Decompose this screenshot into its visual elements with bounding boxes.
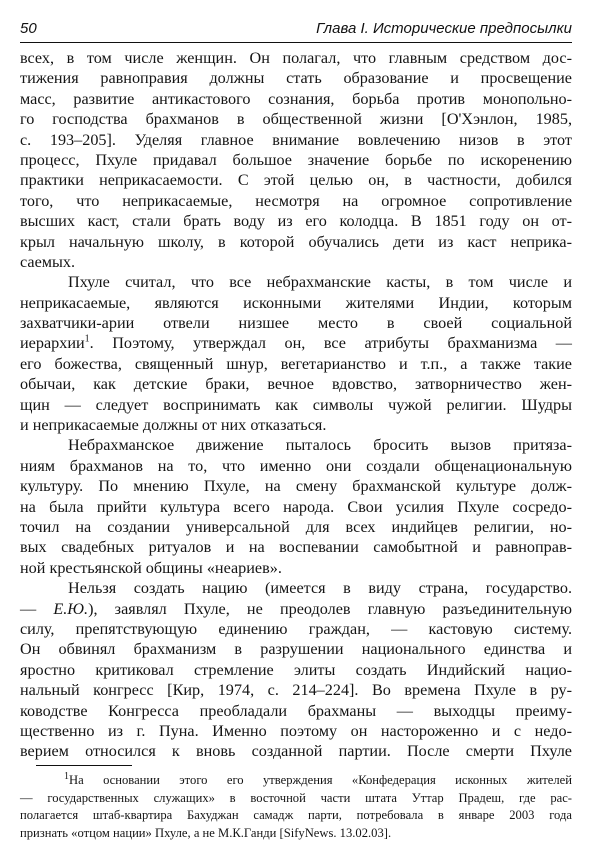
text-line: верием относился к вновь созданной партии. После смерти Пхуле [20, 742, 572, 761]
author-initials: Е.Ю. [53, 599, 89, 618]
text-fragment: . Поэтому, утверждал он, все атрибуты брахманизма — [89, 334, 572, 353]
text-line [20, 599, 572, 619]
footnote-marker: 1 [64, 770, 69, 782]
text-line: и неприкасаемые должны от них отказаться. [20, 416, 327, 435]
footnote-line: признать «отцом нации» Пхуле, а не М.К.Ганди [SifyNews. 13.02.03]. [20, 825, 392, 840]
text-line: точил на создании универсальной для всех индийцев религии, но- [20, 517, 572, 536]
text-line: неприкасаемые, являются исконными жителями Индии, которым [20, 293, 572, 312]
text-line: ной крестьянской общины «неариев». [20, 558, 282, 577]
text-line: всех, в том числе женщин. Он полагал, что главным средством дос- [20, 49, 572, 67]
header-rule [20, 42, 572, 43]
text-line: крыл начальную школу, в которой обучались дети из каст неприка- [20, 232, 572, 251]
text-fragment: иерархии [20, 334, 85, 353]
text-line: Небрахманское движение пыталось бросить вызов притяза- [68, 436, 572, 455]
paragraph-3 [20, 435, 572, 578]
text-line: саемых. [20, 252, 76, 271]
footnote-reference: 1 [84, 334, 90, 346]
text-line: силу, препятствующую единению граждан, — кастовую систему. [20, 619, 572, 638]
text-fragment: На основании этого его утверждения «Конфедерация исконных жителей [69, 773, 572, 787]
body-text [20, 48, 572, 762]
text-line: яростно критиковал стремление элиты создать Индийский нацио- [20, 660, 572, 679]
running-head: Глава I. Исторические предпосылки [316, 20, 572, 37]
text-line: процесс, Пхуле придавал большое значение борьбе по искоренению [20, 150, 572, 169]
text-line: масс, развитие антикастового сознания, борьба против монопольно- [20, 89, 572, 108]
text-line: практики неприкасаемости. С этой целью он, в частности, добился [20, 171, 572, 190]
text-line: с. 193–205]. Уделяя главное внимание вовлечению низов в этот [20, 130, 572, 149]
text-line: обычаи, как детские браки, вечное вдовство, затворничество жен- [20, 375, 572, 394]
paragraph-4 [20, 578, 572, 762]
page-header [20, 20, 572, 42]
text-line: культуру. По мнению Пхуле, на смену брахманской культуре долж- [20, 477, 572, 496]
paragraph-1 [20, 48, 572, 272]
text-line: щин — следует воспринимать как символы чужой религии. Шудры [20, 395, 572, 414]
footnote-line [20, 772, 572, 790]
text-line: тижения равноправия должны стать образование и просвещение [20, 69, 572, 88]
page-number: 50 [20, 20, 37, 37]
footnote-line: — государственных служащих» в восточной части штата Уттар Прадеш, где рас- [20, 790, 572, 805]
text-line: его божества, священный шнур, вегетарианство и т.п., а также такие [20, 354, 572, 373]
text-line: вых свадебных ритуалов и на воспевании самобытной и равноправ- [20, 538, 572, 557]
text-line: ководстве Конгресса преобладали брахманы — выходцы преиму- [20, 701, 572, 720]
text-fragment: — [20, 599, 54, 618]
text-line: Пхуле считал, что все небрахманские касты, в том числе и [68, 273, 572, 292]
text-line: нальный конгресс [Кир, 1974, с. 214–224]. Во времена Пхуле в ру- [20, 681, 572, 700]
text-line: высших каст, стали брать воду из его колодца. В 1851 году он от- [20, 212, 572, 231]
text-line: го господства брахманов в общественной жизни [О'Хэнлон, 1985, [20, 110, 572, 129]
footnote-line: полагается штаб-квартира Бахуджан самадж парти, потребовала в январе 2003 года [20, 808, 572, 822]
text-line: Он обвинял брахманизм в разрушении национального единства и [20, 640, 572, 659]
footnote [20, 772, 572, 842]
text-line: ниям брахманов на то, что именно они создали общенациональную [20, 456, 572, 475]
text-line: захватчики-арии отвели низшее место в своей социальной [20, 314, 572, 333]
text-line: Нельзя создать нацию (имеется в виду страна, государство. [68, 579, 572, 598]
text-line: щественно из г. Пуна. Именно поэтому он настороженно и с недо- [20, 721, 572, 740]
text-line [20, 333, 572, 353]
text-line: того, что неприкасаемые, несмотря на огромное сопротивление [20, 191, 572, 210]
text-line: на была прийти культура всего народа. Свои усилия Пхуле сосредо- [20, 497, 572, 516]
text-fragment: ), заявлял Пхуле, не преодолев главную разъединительную [88, 599, 572, 618]
paragraph-2 [20, 272, 572, 435]
footnote-rule [36, 765, 132, 766]
